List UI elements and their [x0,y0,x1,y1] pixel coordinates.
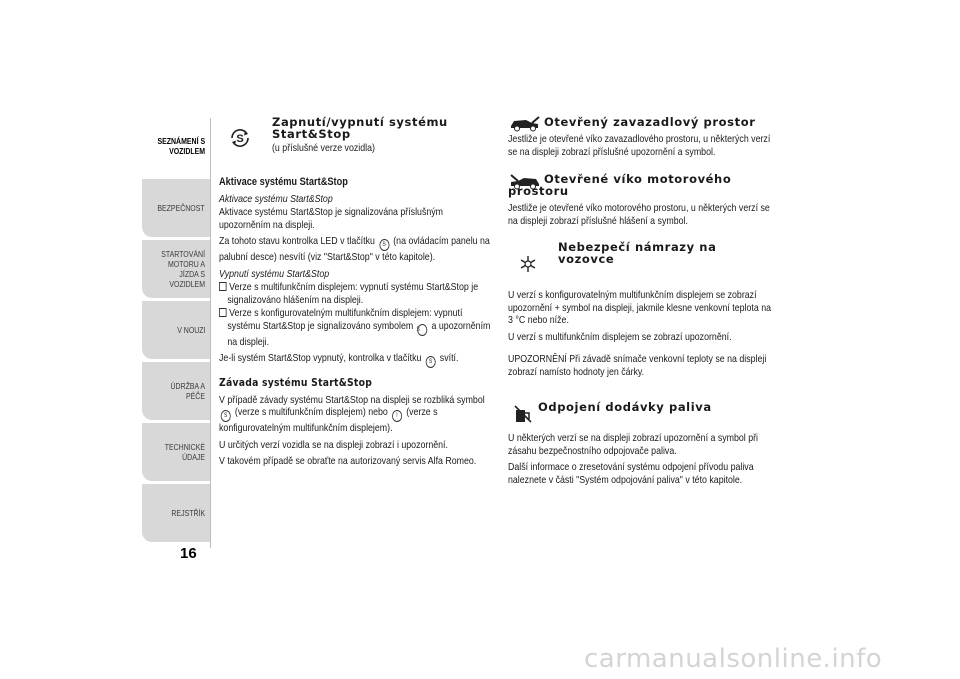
fault-text-b: (verze s multifunkčním displejem) nebo [234,406,388,418]
ice-section [508,289,773,382]
fault-heading: Závada systému Start&Stop [219,376,373,389]
tab-v-nouzi[interactable] [142,301,210,359]
tab-technicke-udaje[interactable] [142,423,210,481]
watermark: carmanualsonline.info [584,644,883,674]
led-paragraph [219,235,495,264]
fuel-heading-block [538,401,758,413]
off-paragraph [219,352,495,368]
ice-heading-block [558,241,738,265]
sidebar-divider [210,118,211,548]
ice-text-3: UPOZORNĚNÍ Při závadě snímače venkovní teploty se na displeji zobrazí namísto hodnoty jen čárky. [508,353,767,378]
off-text-a: Je-li systém Start&Stop vypnutý, kontrolka v tlačítku [219,352,422,364]
fuel-cutoff-icon [512,403,534,425]
tab-label: ÚDRŽBA A PÉČE [170,381,205,401]
hood-section [508,173,773,231]
tab-label: V NOUZI [176,325,205,335]
fault-text-c: (verze s konfigurovatelným multifunkčním displejem). [219,406,438,434]
fuel-section [508,432,773,490]
led-text-a: Za tohoto stavu kontrolka LED v tlačítku [219,235,375,247]
bullet-text: a upozorněním na displeji. [227,319,491,348]
activation-heading: Aktivace systému Start&Stop [219,176,348,188]
tab-label: STARTOVÁNÍ MOTORU A JÍZDA S VOZIDLEM [161,249,205,289]
bullet-item-2 [219,307,495,348]
start-stop-button-icon: S [426,356,436,368]
ice-text-1: U verzí s konfigurovatelným multifunkčním displejem se zobrazí upozornění + symbol na displeji, jakmile klesne venkovní teplota na 3 °C nebo níže. [508,289,772,326]
tab-label: BEZPEČNOST [157,203,205,213]
ice-text-2: U verzí s multifunkčním displejem se zobrazí upozornění. [508,330,732,343]
bullet-text: Verze s konfigurovatelným multifunkčním displejem: vypnutí systému Start&Stop je signalizováno symbolem [227,307,463,332]
tab-seznameni[interactable] [142,118,210,176]
start-stop-title-block [272,116,472,155]
start-stop-fault-config-icon: ! [392,410,402,422]
bullet-item-1 [219,281,495,306]
activation-text: Aktivace systému Start&Stop je signalizována příslušným upozorněním na displeji. [219,206,444,231]
hood-heading: Otevřené víko motorového prostoru [508,172,732,198]
checkbox-bullet-icon [219,282,227,291]
fault-paragraph [219,394,495,435]
tab-label: REJSTŘÍK [171,508,205,518]
fuel-heading: Odpojení dodávky paliva [538,400,712,414]
ice-heading: Nebezpečí námrazy na vozovce [558,240,717,266]
tab-startovani[interactable] [142,240,210,298]
tab-rejstrik[interactable] [142,484,210,542]
tab-label: SEZNÁMENÍ S VOZIDLEM [157,136,205,156]
checkbox-bullet-icon [219,308,227,317]
led-text-b: (na ovládacím panelu na palubní desce) nesvítí (viz "Start&Stop" v této kapitole). [219,235,490,263]
activation-italic: Aktivace systému Start&Stop [219,192,333,205]
start-stop-off-icon: S [417,324,427,336]
section-title: Zapnutí/vypnutí systému Start&Stop [272,115,448,141]
tab-udrzba[interactable] [142,362,210,420]
left-column [219,176,495,472]
deactivation-italic: Vypnutí systému Start&Stop [219,267,330,280]
page-number: 16 [180,545,197,562]
tab-label: TECHNICKÉ ÚDAJE [164,442,205,462]
section-subtitle: (u příslušné verze vozidla) [272,142,375,154]
fuel-text-1: U některých verzí se na displeji zobrazí upozornění a symbol při zásahu bezpečnostního odpojovače paliva. [508,432,759,457]
start-stop-icon [228,126,252,150]
start-stop-button-icon: S [379,239,389,251]
snowflake-icon [518,254,538,274]
trunk-heading: Otevřený zavazadlový prostor [544,115,756,129]
fault-text-a: V případě závady systému Start&Stop na displeji se rozbliká symbol [219,393,485,406]
fuel-text-2: Další informace o zresetování systému odpojení přívodu paliva naleznete v části "Systém odpojování paliva" v této kapitole. [508,461,754,486]
trunk-text: Jestliže je otevřené víko zavazadlového prostoru, u některých verzí se na displeji zobrazí příslušné upozornění a symbol. [508,133,771,158]
fault-text-2: U určitých verzí vozidla se na displeji zobrazí i upozornění. [219,438,448,451]
svg-text:S: S [236,133,244,145]
bullet-text: Verze s multifunkčním displejem: vypnutí systému Start&Stop je signalizováno hlášením na displeji. [227,281,479,306]
hood-text: Jestliže je otevřené víko motorového prostoru, u některých verzí se na displeji zobrazí příslušné hlášení a symbol. [508,202,770,227]
off-text-b: svítí. [439,352,459,364]
start-stop-fault-icon: S [221,410,231,422]
right-column [508,116,773,162]
fault-text-3: V takovém případě se obraťte na autorizovaný servis Alfa Romeo. [219,455,477,467]
tab-bezpecnost[interactable] [142,179,210,237]
